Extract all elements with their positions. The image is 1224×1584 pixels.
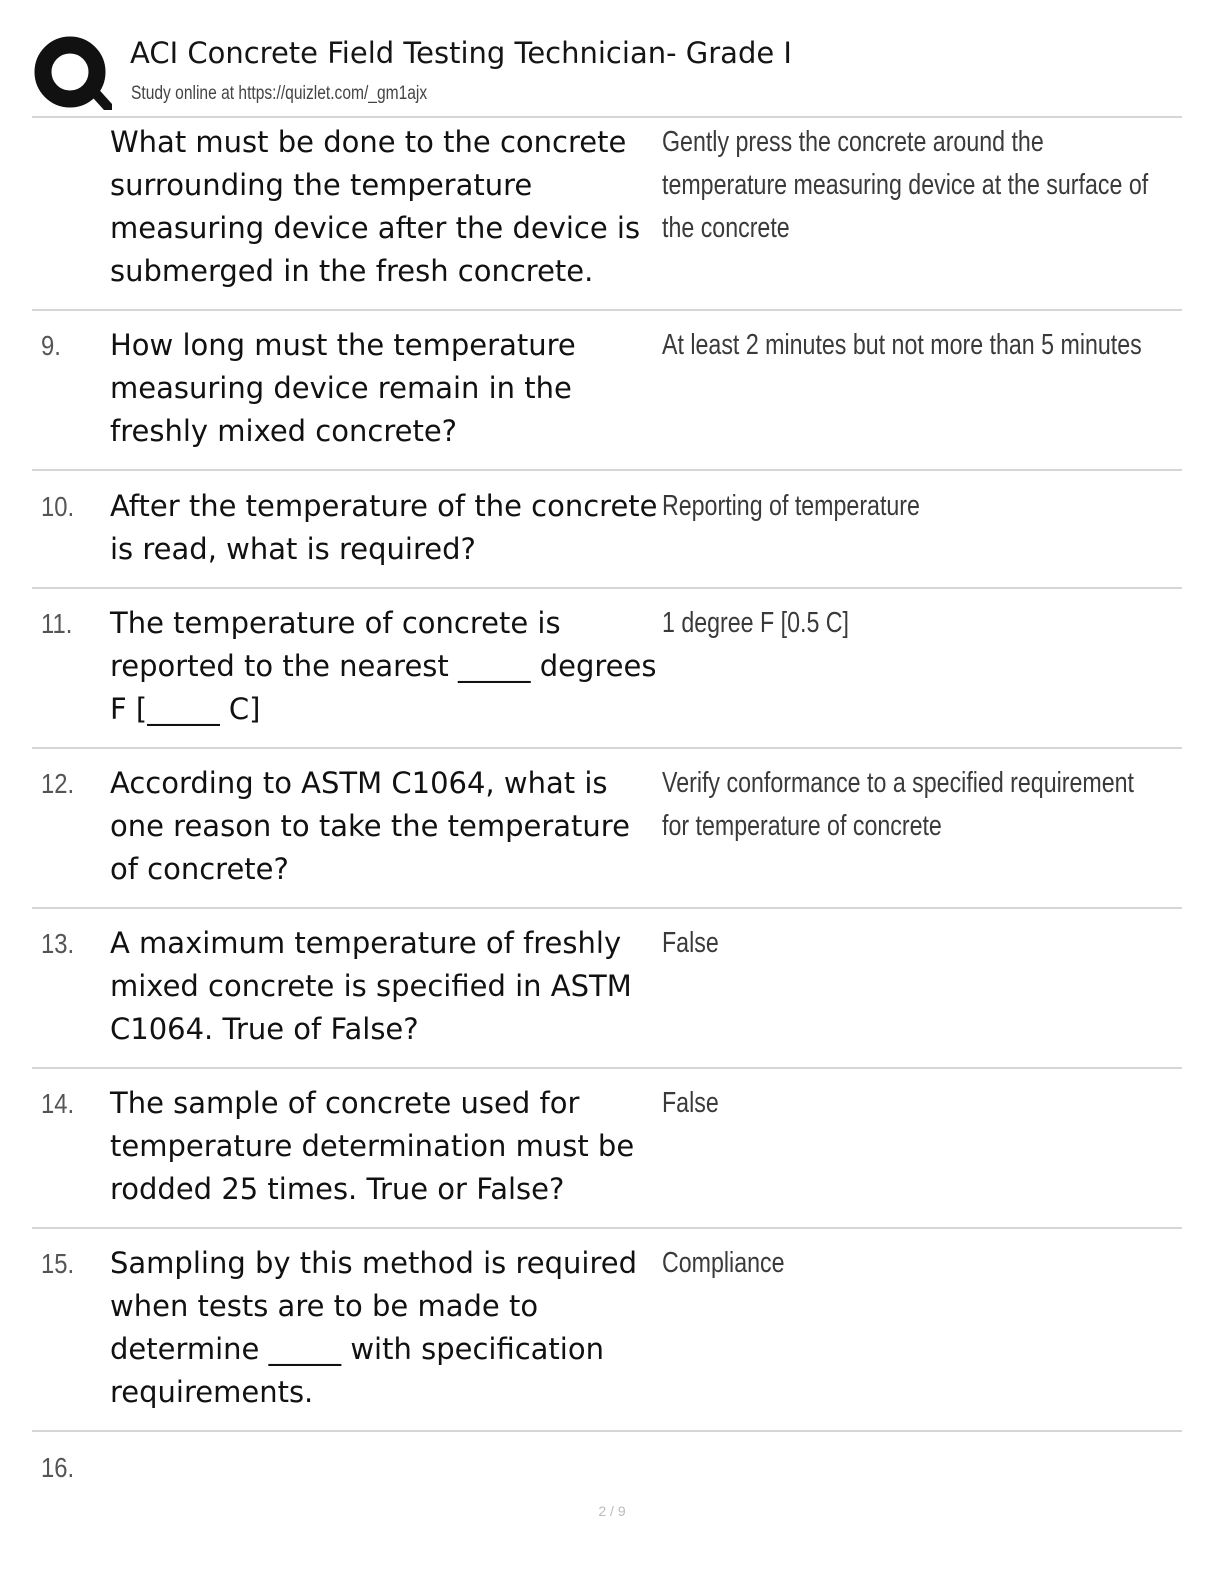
card-answer: False: [662, 1087, 719, 1119]
page-header: [32, 30, 1182, 116]
flashcard-row: [32, 324, 1182, 471]
flashcard-row: [32, 1242, 1182, 1432]
card-number: 15.: [41, 1248, 75, 1279]
card-question: The temperature of concrete is reported to the nearest _____ degrees F [_____ C]: [110, 606, 657, 726]
card-answer: 1 degree F [0.5 C]: [662, 607, 849, 639]
card-question: What must be done to the concrete surrounding the temperature measuring device after the device is submerged in the fresh concrete.: [110, 125, 641, 288]
flashcard-row: [32, 762, 1182, 909]
card-question: A maximum temperature of freshly mixed concrete is specified in ASTM C1064. True of False?: [110, 926, 632, 1046]
flashcard-row: [32, 485, 1182, 589]
card-answer: Gently press the concrete around the temperature measuring device at the surface of the concrete: [662, 126, 1149, 244]
card-number: 11.: [41, 608, 73, 639]
flashcard-row: [32, 602, 1182, 749]
card-number: 10.: [41, 491, 75, 522]
flashcard-row: [32, 121, 1182, 311]
card-answer: Verify conformance to a specified requirement for temperature of concrete: [662, 767, 1134, 842]
card-number: 13.: [41, 928, 75, 959]
card-question: How long must the temperature measuring device remain in the freshly mixed concrete?: [110, 328, 576, 448]
document-title: ACI Concrete Field Testing Technician- Grade I: [130, 36, 792, 70]
card-number: 16.: [41, 1452, 75, 1483]
card-answer: Compliance: [662, 1247, 785, 1279]
study-online-link[interactable]: Study online at https://quizlet.com/_gm1ajx: [131, 83, 428, 104]
card-answer: Reporting of temperature: [662, 490, 920, 522]
card-question: After the temperature of the concrete is read, what is required?: [110, 489, 658, 566]
card-number: 12.: [41, 768, 75, 799]
card-question: Sampling by this method is required when tests are to be made to determine _____ with specification requirements.: [110, 1246, 637, 1409]
header-divider: [32, 116, 1182, 118]
card-question: The sample of concrete used for temperature determination must be rodded 25 times. True or False?: [110, 1086, 635, 1206]
card-answer: False: [662, 927, 719, 959]
quizlet-logo-icon: [32, 34, 112, 114]
page-number: 2 / 9: [598, 1503, 626, 1519]
card-question: According to ASTM C1064, what is one reason to take the temperature of concrete?: [110, 766, 630, 886]
card-number: 14.: [41, 1088, 75, 1119]
card-number: 9.: [41, 330, 61, 361]
flashcard-row: [32, 1082, 1182, 1229]
flashcard-row: [32, 922, 1182, 1069]
card-answer: At least 2 minutes but not more than 5 minutes: [662, 329, 1142, 361]
flashcard-row: [32, 1446, 1182, 1496]
